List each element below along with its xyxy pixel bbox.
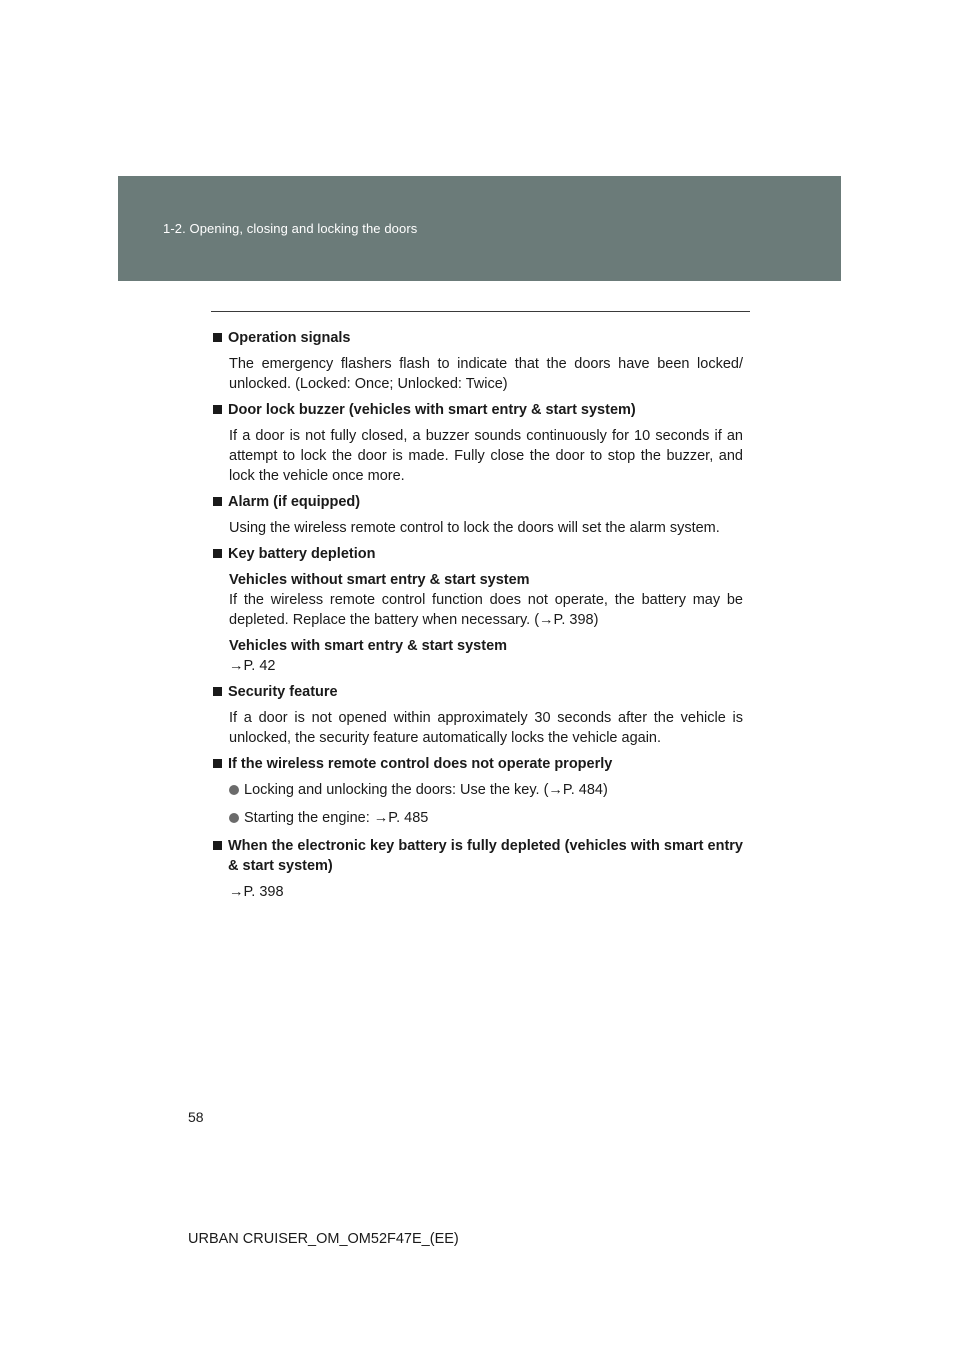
section-alarm <box>213 492 743 538</box>
square-bullet-icon <box>213 497 222 506</box>
section-heading: Door lock buzzer (vehicles with smart entry & start system) <box>213 400 743 420</box>
section-heading: Alarm (if equipped) <box>213 492 743 512</box>
section-body: The emergency flashers flash to indicate that the doors have been locked/ unlocked. (Locked: Once; Unlocked: Twice) <box>229 356 743 392</box>
square-bullet-icon <box>213 759 222 768</box>
section-door-lock-buzzer <box>213 400 743 486</box>
section-operation-signals <box>213 328 743 394</box>
list-item: Starting the engine: →P. 485 <box>229 808 743 828</box>
round-bullet-icon <box>229 813 239 823</box>
section-title: 1-2. Opening, closing and locking the doors <box>163 221 418 236</box>
section-body: If a door is not opened within approximately 30 seconds after the vehicle is unlocked, the security feature automatically locks the vehicle again. <box>229 710 743 746</box>
section-security-feature <box>213 682 743 748</box>
section-heading: Key battery depletion <box>213 544 743 564</box>
subsection-heading: Vehicles with smart entry & start system <box>229 638 508 654</box>
page-content <box>213 328 743 908</box>
square-bullet-icon <box>213 841 222 850</box>
section-heading: Security feature <box>213 682 743 702</box>
subsection-heading: Vehicles without smart entry & start system <box>229 572 530 588</box>
square-bullet-icon <box>213 333 222 342</box>
square-bullet-icon <box>213 687 222 696</box>
section-remote-not-operating <box>213 754 743 828</box>
top-divider <box>211 311 750 312</box>
section-header-band <box>118 176 841 281</box>
page-number: 58 <box>188 1109 204 1125</box>
section-body: →P. 398 <box>229 884 284 900</box>
section-key-battery-fully-depleted <box>213 836 743 902</box>
section-body: If a door is not fully closed, a buzzer sounds continuously for 10 seconds if an attempt to lock the door is made. Fully close the door to stop the buzzer, and lock the vehicle once more. <box>229 428 743 484</box>
section-body: Using the wireless remote control to lock the doors will set the alarm system. <box>229 520 720 536</box>
section-heading: If the wireless remote control does not operate properly <box>213 754 743 774</box>
square-bullet-icon <box>213 549 222 558</box>
subsection-body: →P. 42 <box>229 658 276 674</box>
round-bullet-icon <box>229 785 239 795</box>
list-item: Locking and unlocking the doors: Use the key. (→P. 484) <box>229 780 743 800</box>
subsection-body: If the wireless remote control function does not operate, the battery may be depleted. Replace the battery when necessary. (→P. 398) <box>229 592 743 628</box>
section-heading: Operation signals <box>213 328 743 348</box>
square-bullet-icon <box>213 405 222 414</box>
footer-doc-id: URBAN CRUISER_OM_OM52F47E_(EE) <box>188 1231 459 1247</box>
section-heading: When the electronic key battery is fully depleted (vehicles with smart entry & start system) <box>213 836 743 876</box>
section-key-battery-depletion <box>213 544 743 676</box>
